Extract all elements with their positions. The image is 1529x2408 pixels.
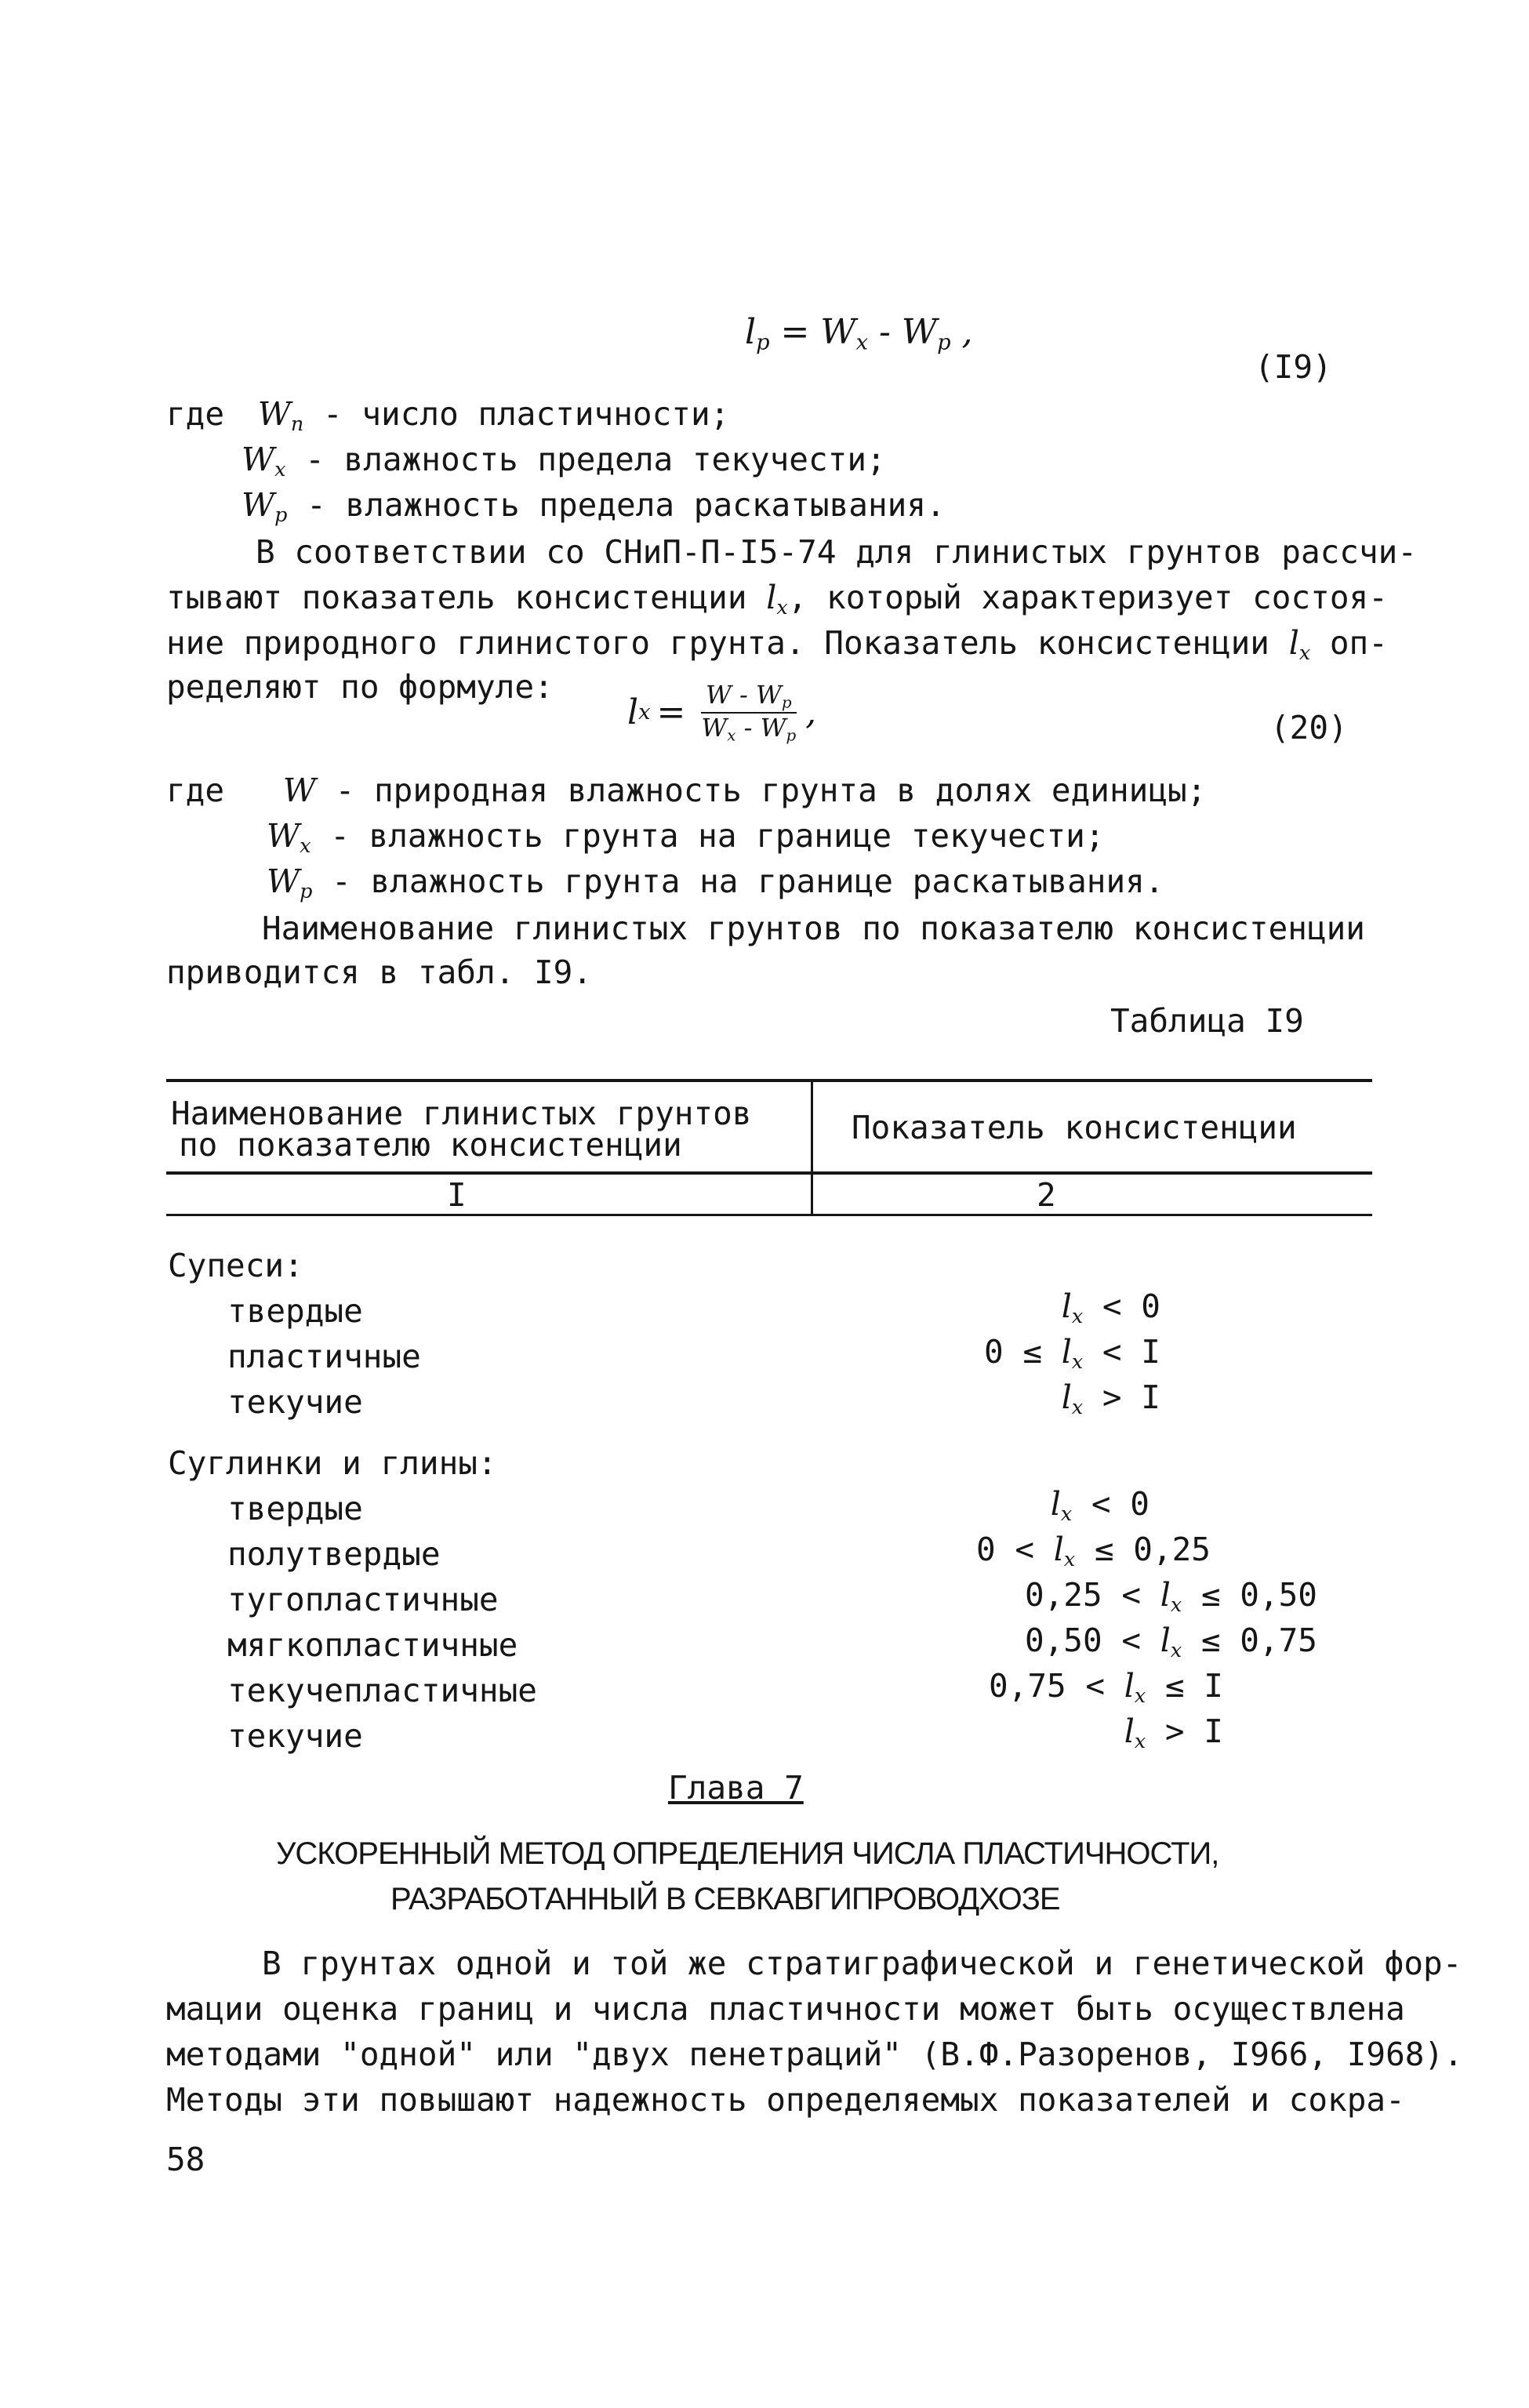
table-row-cond: $l_x < 0$ xyxy=(1061,1288,1160,1328)
page-number: 58 xyxy=(166,2141,205,2178)
formula-20-fraction xyxy=(696,681,801,746)
formula-19 xyxy=(745,312,973,356)
table-row-name: полутвердые xyxy=(227,1535,441,1573)
def20-symbol xyxy=(267,817,311,858)
chapter-label: Глава 7 xyxy=(668,1769,804,1807)
def19-symbol xyxy=(242,441,286,481)
table-row-cond: $l_x < 0$ xyxy=(1050,1485,1149,1526)
para1-line2-end: , который характеризует состоя- xyxy=(787,579,1388,616)
table-header-rule xyxy=(166,1171,1372,1175)
formula-19-lhs: l xyxy=(745,312,757,352)
def20-text: - влажность грунта на границе текучести; xyxy=(330,817,1105,855)
table-row-name: твердые xyxy=(227,1490,363,1527)
formula-19-w2: W xyxy=(901,312,938,352)
para3-line1: В грунтах одной и той же стратиграфической и генетической фор- xyxy=(262,1945,1462,1982)
formula-20-den-sub: x xyxy=(727,726,736,745)
def19-text: - число пластичности; xyxy=(322,395,730,433)
para2-line1: Наименование глинистых грунтов по показателю консистенции xyxy=(262,910,1365,947)
table-row-name: текучие xyxy=(227,1717,363,1755)
def20-symbol-sub: p xyxy=(300,879,313,903)
para1-line3-end: оп- xyxy=(1310,624,1388,662)
table-row-cond: $l_x > I$ xyxy=(1124,1712,1223,1753)
def19-symbol-sub: x xyxy=(274,457,286,481)
formula-20-lhs-sub: x xyxy=(638,699,651,725)
formula-20-denominator xyxy=(696,714,801,745)
table-row-name: текучепластичные xyxy=(227,1672,537,1709)
def19-text: - влажность предела раскатывания. xyxy=(307,486,946,524)
def20-symbol xyxy=(283,772,316,809)
table-row-name: пластичные xyxy=(227,1338,421,1375)
table-row-name: твердые xyxy=(227,1292,363,1330)
formula-20-numerator xyxy=(701,681,797,714)
def19-row-0 xyxy=(166,395,729,436)
formula-19-w2-sub: p xyxy=(937,330,951,355)
def19-symbol-w: W xyxy=(257,395,291,433)
formula-20-number: (20) xyxy=(1270,709,1348,746)
formula-20-eq: = xyxy=(656,692,686,732)
formula-20-num-sub: p xyxy=(781,693,792,712)
table-row-cond: $0,75 < l_x \le I$ xyxy=(988,1667,1223,1708)
consistency-symbol: $l_x$ xyxy=(1288,624,1311,665)
formula-19-w1-sub: x xyxy=(855,330,869,355)
table-colnum-rule xyxy=(166,1214,1372,1216)
table-colnum-2: 2 xyxy=(1037,1176,1056,1214)
para2-line2: приводится в табл. I9. xyxy=(166,953,593,991)
def20-text: - влажность грунта на границе раскатывания. xyxy=(332,863,1164,900)
def19-symbol-sub: n xyxy=(290,412,304,436)
chapter-title-line1: УСКОРЕННЫЙ МЕТОД ОПРЕДЕЛЕНИЯ ЧИСЛА ПЛАСТИЧНОСТИ, xyxy=(276,1836,1219,1871)
table-row-cond: $0,50 < l_x \le 0,75$ xyxy=(1024,1622,1317,1662)
table-row-name: текучие xyxy=(227,1383,363,1421)
formula-20-lhs: l xyxy=(627,692,639,732)
table-colnum-1: I xyxy=(447,1176,467,1214)
formula-20-tail: , xyxy=(805,692,817,732)
formula-19-eq: = xyxy=(769,312,821,352)
table-header-col1-line2: по показателю консистенции xyxy=(179,1126,682,1164)
table-row-name: мягкопластичные xyxy=(227,1626,518,1664)
consistency-symbol: $l_x$ xyxy=(766,579,788,619)
formula-20-den-text: W xyxy=(701,713,728,743)
table-header-col1-line1: Наименование глинистых грунтов xyxy=(171,1095,752,1132)
para1-line1: В соответствии со СНиП-П-I5-74 для глинистых грунтов рассчи- xyxy=(256,533,1418,571)
table-row-name: тугопластичные xyxy=(227,1581,499,1618)
table-row-cond: $0 \le l_x < I$ xyxy=(984,1333,1160,1374)
def20-row-0 xyxy=(166,772,1206,810)
formula-19-lhs-sub: p xyxy=(756,330,770,355)
table-caption: Таблица I9 xyxy=(1110,1002,1304,1040)
def20-prefix: где xyxy=(166,772,225,809)
def19-symbol xyxy=(257,395,304,436)
para1-line2-start: тывают показатель консистенции xyxy=(166,579,767,616)
formula-19-minus: - xyxy=(868,312,902,352)
def19-symbol-w: W xyxy=(242,486,275,524)
table-row-cond: $0 < l_x \le 0,25$ xyxy=(975,1531,1211,1571)
def20-symbol-sub: x xyxy=(300,834,311,858)
formula-20-den-tail: - W xyxy=(735,713,786,743)
def19-row-1 xyxy=(242,441,886,481)
table-row-cond: $l_x > I$ xyxy=(1061,1378,1160,1419)
def20-row-2 xyxy=(267,863,1164,903)
def20-symbol-w: W xyxy=(267,863,300,900)
def20-row-1 xyxy=(267,817,1105,858)
formula-19-number: (I9) xyxy=(1255,348,1332,386)
def19-symbol-w: W xyxy=(242,441,275,478)
def19-text: - влажность предела текучести; xyxy=(305,441,886,478)
def19-symbol xyxy=(242,486,288,527)
def20-text: - природная влажность грунта в долях единицы; xyxy=(335,772,1207,809)
formula-20 xyxy=(627,681,816,746)
chapter-title-line2: РАЗРАБОТАННЫЙ В СЕВКАВГИПРОВОДХОЗЕ xyxy=(390,1882,1060,1916)
para3-line2: мации оценка границ и числа пластичности может быть осуществлена xyxy=(166,1990,1405,2028)
table-row-cond: $0,25 < l_x \le 0,50$ xyxy=(1024,1576,1317,1617)
def19-row-2 xyxy=(242,486,946,527)
def19-prefix: где xyxy=(166,395,225,433)
def20-symbol-w: W xyxy=(282,772,316,809)
para1-line4: ределяют по формуле: xyxy=(166,668,554,706)
def20-symbol xyxy=(267,863,313,903)
para3-line4: Методы эти повышают надежность определяемых показателей и сокра- xyxy=(166,2081,1405,2119)
formula-19-w1: W xyxy=(820,312,856,352)
para3-line3: методами "одной" или "двух пенетраций" (В.Ф.Разоренов, I966, I968). xyxy=(166,2036,1463,2073)
table-top-rule xyxy=(166,1079,1372,1082)
formula-20-den-sub2: p xyxy=(786,726,797,745)
para1-line3 xyxy=(166,624,1388,665)
table-header-col2: Показатель консистенции xyxy=(852,1109,1297,1146)
formula-19-tail: , xyxy=(950,312,973,352)
def19-symbol-sub: p xyxy=(274,503,288,527)
para1-line2 xyxy=(166,579,1388,619)
table-group-sandy-loam: Супеси: xyxy=(168,1247,303,1284)
para1-line3-start: ние природного глинистого грунта. Показатель консистенции xyxy=(166,624,1289,662)
formula-20-num-text: W - W xyxy=(705,680,782,710)
table-group-loam-clay: Суглинки и глины: xyxy=(168,1444,497,1482)
def20-symbol-w: W xyxy=(267,817,300,855)
table-column-divider xyxy=(811,1081,813,1215)
